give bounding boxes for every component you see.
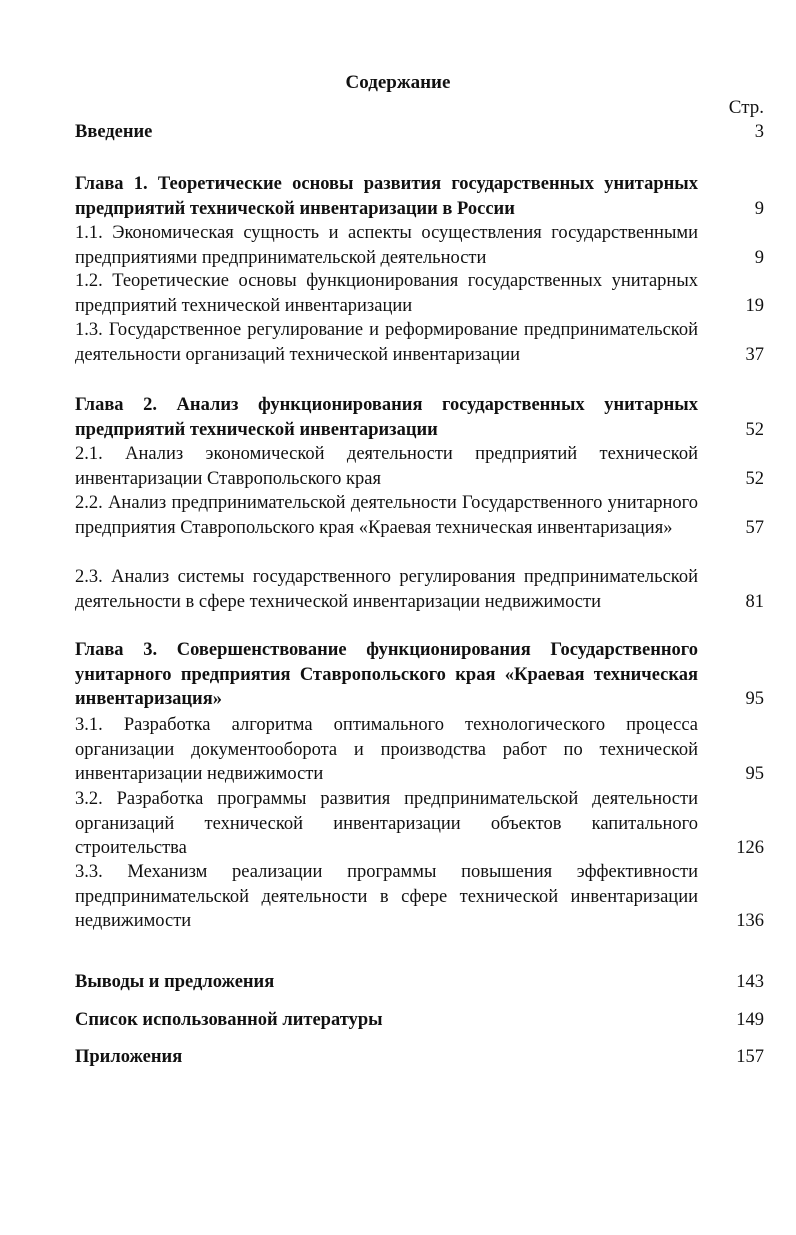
toc-entry-title: Выводы и предложения [75, 972, 275, 992]
toc-entry-page-number: 126 [736, 838, 764, 858]
toc-entry-s3-1 [75, 713, 764, 787]
toc-entry-appendices [75, 1045, 764, 1070]
toc-entry-title: 3.1. Разработка алгоритма оптимального технологического процесса организации документооборота и производства работ по технической инвентаризации недвижимости [75, 715, 698, 784]
page-column-label: Стр. [728, 97, 764, 118]
toc-entry-page-number: 52 [745, 468, 764, 489]
toc-entry-s2-1 [75, 442, 764, 491]
toc-entry-ch1 [75, 172, 764, 221]
toc-entry-page-number: 3 [754, 122, 764, 142]
toc-entry-s1-3 [75, 318, 764, 367]
toc-entry-title: 2.2. Анализ предпринимательской деятельности Государственного унитарного предприятия Ставропольского края «Краевая техническая инвентаризация» [75, 493, 698, 538]
toc-entry-page-number: 37 [745, 344, 764, 365]
toc-entry-title: 3.3. Механизм реализации программы повышения эффективности предпринимательской деятельности в сфере технической инвентаризации недвижимости [75, 862, 698, 931]
toc-entry-page-number: 9 [754, 198, 764, 219]
toc-entry-page-number: 52 [745, 419, 764, 440]
toc-entry-s1-1 [75, 221, 764, 270]
toc-entry-page-number: 95 [745, 764, 764, 784]
toc-entry-title: Глава 1. Теоретические основы развития государственных унитарных предприятий технической инвентаризации в России [75, 174, 698, 219]
toc-entry-page-number: 95 [745, 689, 764, 709]
toc-entry-title: 2.1. Анализ экономической деятельности предприятий технической инвентаризации Ставропольского края [75, 444, 698, 489]
toc-entry-page-number: 9 [754, 247, 764, 268]
toc-entry-page-number: 157 [736, 1047, 764, 1067]
toc-entry-title: 3.2. Разработка программы развития предпринимательской деятельности организаций технической инвентаризации объектов капитального строительства [75, 789, 698, 858]
toc-entry-title: 1.1. Экономическая сущность и аспекты осуществления государственными предприятиями предпринимательской деятельности [75, 223, 698, 268]
toc-entry-title: Глава 3. Совершенствование функционирования Государственного унитарного предприятия Ставропольского края «Краевая техническая инвентаризация» [75, 640, 698, 709]
toc-entry-s1-2 [75, 269, 764, 318]
toc-entry-s3-3 [75, 860, 764, 934]
toc-entry-page-number: 19 [745, 295, 764, 316]
toc-entry-references [75, 1008, 764, 1033]
toc-entry-title: 2.3. Анализ системы государственного регулирования предпринимательской деятельности в сфере технической инвентаризации недвижимости [75, 567, 698, 612]
page-title: Содержание [345, 72, 451, 93]
toc-entry-conclusions [75, 970, 764, 995]
toc-entry-title: Приложения [75, 1047, 183, 1067]
toc-entry-s3-2 [75, 787, 764, 861]
toc-entry-title: 1.3. Государственное регулирование и реформирование предпринимательской деятельности организаций технической инвентаризации [75, 320, 698, 365]
toc-entry-title: Глава 2. Анализ функционирования государственных унитарных предприятий технической инвентаризации [75, 395, 698, 440]
toc-entry-page-number: 81 [745, 591, 764, 612]
toc-entry-title: Введение [75, 122, 153, 142]
toc-entry-s2-2 [75, 491, 764, 540]
toc-entry-title: 1.2. Теоретические основы функционирования государственных унитарных предприятий технической инвентаризации [75, 271, 698, 316]
toc-entry-page-number: 143 [736, 972, 764, 992]
toc-entry-page-number: 57 [745, 517, 764, 538]
toc-entry-intro [75, 120, 764, 145]
toc-entry-s2-3 [75, 565, 764, 614]
toc-entry-title: Список использованной литературы [75, 1010, 383, 1030]
toc-entry-ch3 [75, 638, 764, 712]
toc-entry-page-number: 149 [736, 1010, 764, 1030]
toc-entry-ch2 [75, 393, 764, 442]
toc-entry-page-number: 136 [736, 911, 764, 931]
